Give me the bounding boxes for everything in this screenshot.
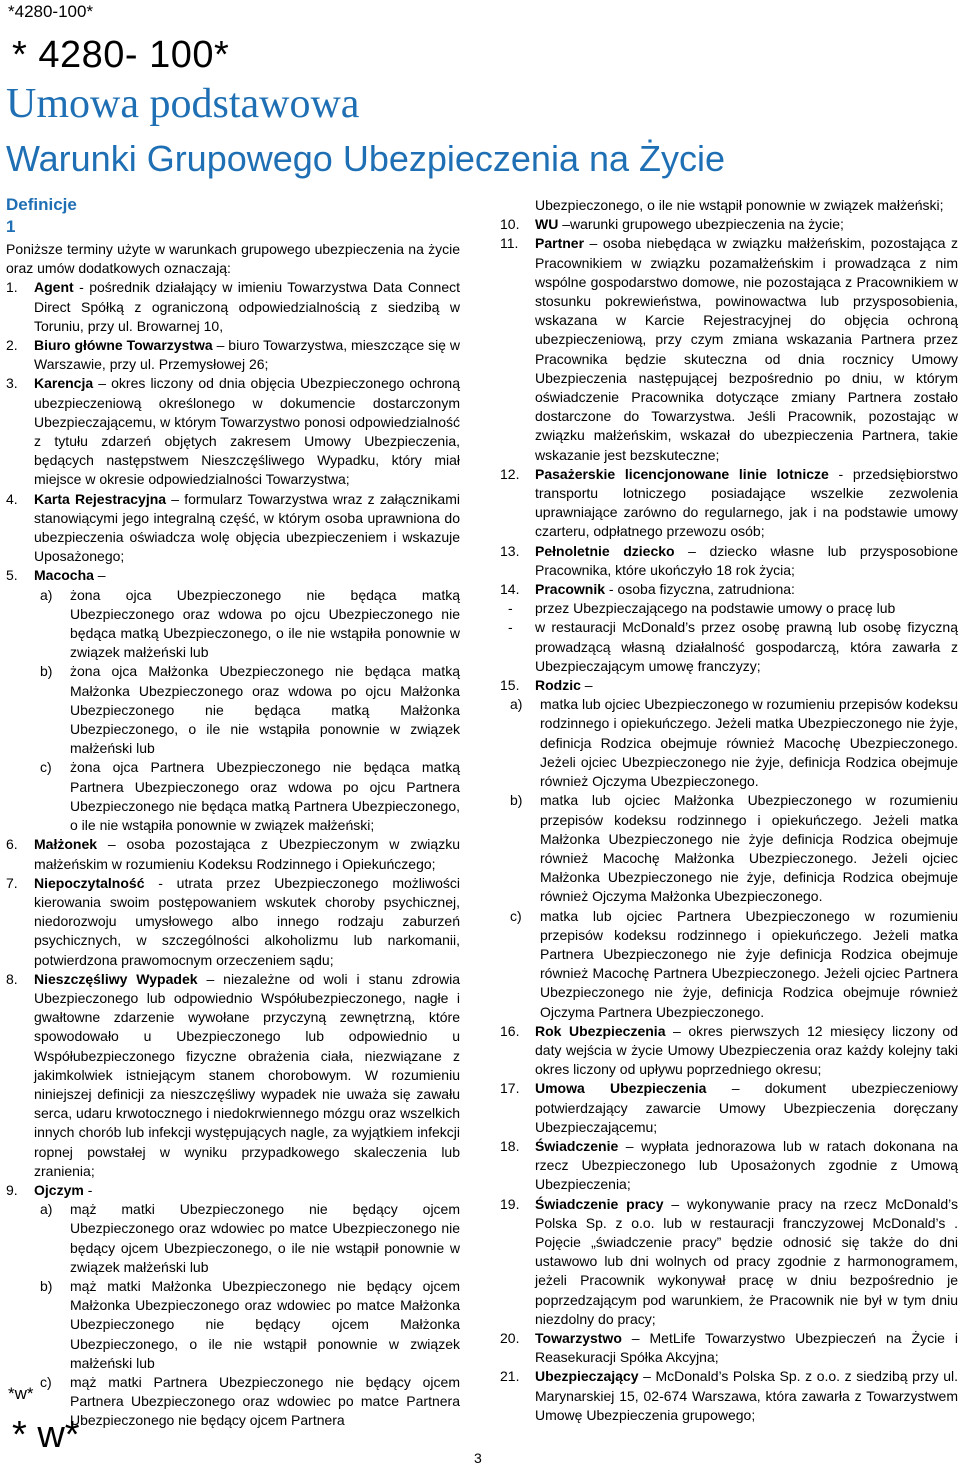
definition-body xyxy=(34,374,460,489)
definition-item xyxy=(6,566,460,585)
definition-number: 3. xyxy=(6,375,18,392)
definition-term: Pasażerskie licencjonowane linie lotnicze xyxy=(535,465,829,482)
definition-number: 8. xyxy=(6,970,18,987)
definition-item xyxy=(6,970,460,1181)
definition-body xyxy=(34,490,460,567)
definition-body xyxy=(535,1329,958,1367)
definition-body xyxy=(535,1137,958,1195)
definition-body xyxy=(535,1195,958,1329)
definition-item xyxy=(6,336,460,374)
definition-text: – wypłata jednorazowa lub w ratach dokonana na rzecz Ubezpieczonego lub Uposażonych zgodnie z Umową Ubezpieczenia; xyxy=(535,1137,958,1193)
definition-term: Niepoczytalność xyxy=(34,874,145,891)
definition-number: 19. xyxy=(500,1195,520,1212)
definition-item xyxy=(500,234,958,464)
definition-item xyxy=(500,215,958,234)
definition-body xyxy=(34,566,460,585)
definition-term: Towarzystwo xyxy=(535,1329,622,1346)
subitem-label: a) xyxy=(40,586,53,603)
subitem-text: żona ojca Partnera Ubezpieczonego nie będąca matką Partnera Ubezpieczonego oraz wdowa po ojcu Partnera Ubezpieczonego nie będąca matką Partnera Ubezpieczonego, o ile nie wstąpiła ponownie w związek małżeński; xyxy=(70,759,460,834)
dash-item xyxy=(500,599,958,618)
definition-item xyxy=(500,676,958,695)
definitions-list-left xyxy=(6,278,460,1430)
definition-text: – wykonywanie pracy na rzecz McDonald’s Polska Sp. z o.o. lub w restauracji franczyzowej McDonald’s . Pojęcie „świadczenie pracy” będzie odnosić się także do dni ustawowo lub dni wolnych od pracy zgodnie z harmonogramem, jeżeli Pracownik wykonywał pracę w dniu bezpośrednio je poprzedzającym pod warunkiem, że Pracownik nie był w tym dniu niezdolny do pracy; xyxy=(535,1195,958,1327)
definition-term: Ojczym xyxy=(34,1181,84,1198)
section-number: 1 xyxy=(6,217,16,236)
definition-text: – dokument ubezpieczeniowy potwierdzający zawarcie Umowy Ubezpieczenia doręczany Ubezpieczającemu; xyxy=(535,1080,959,1135)
definition-item xyxy=(500,1137,958,1195)
definition-term: Macocha xyxy=(34,567,94,584)
definition-term: Nieszczęśliwy Wypadek xyxy=(34,970,198,987)
barcode-text-large: * 4280- 100* xyxy=(12,34,230,76)
definition-term: Małżonek xyxy=(34,836,98,853)
definition-body xyxy=(34,970,460,1181)
definition-sublist xyxy=(6,586,460,836)
definition-dash-list xyxy=(500,599,958,676)
definition-term: Pracownik xyxy=(535,581,606,598)
definition-text: – xyxy=(580,677,593,694)
subitem-label: b) xyxy=(40,663,53,680)
continuation-text: Ubezpieczonego, o ile nie wstąpił ponownie w związek małżeński; xyxy=(535,197,944,213)
definition-sublist xyxy=(6,1200,460,1430)
definition-number: 18. xyxy=(500,1137,520,1154)
definition-number: 13. xyxy=(500,542,520,559)
definition-body xyxy=(535,215,958,234)
subitem-text: matka lub ojciec Ubezpieczonego w rozumieniu przepisów kodeksu rodzinnego i opiekuńczego. Jeżeli matka Ubezpieczonego nie żyje, definicja Rodzica obejmuje również Macochę Ubezpieczonego. Jeżeli ojciec Ubezpieczonego nie żyje, definicja Rodzica obejmuje również Ojczyma Ubezpieczonego. xyxy=(540,696,958,790)
definition-text: – okres pierwszych 12 miesięcy liczony od daty wejścia w życie Umowy Ubezpieczenia oraz każdy kolejny taki okres liczony od upływu poprzedniego okresu; xyxy=(535,1022,958,1078)
definition-item xyxy=(500,1367,958,1425)
definition-term: Umowa Ubezpieczenia xyxy=(535,1080,707,1097)
subitem-text: mąż matki Małżonka Ubezpieczonego nie będący ojcem Małżonka Ubezpieczonego oraz wdowiec po matce Małżonka Ubezpieczonego nie będący ojcem Małżonka Ubezpieczonego, o ile nie wstąpił ponownie w związek małżeński lub xyxy=(70,1277,460,1371)
definition-item xyxy=(6,835,460,873)
page-number: 3 xyxy=(474,1450,482,1466)
left-column xyxy=(6,240,460,1431)
definition-item xyxy=(500,465,958,542)
definition-item xyxy=(6,490,460,567)
section-heading-text: Definicje xyxy=(6,195,77,214)
definition-item xyxy=(500,1329,958,1367)
definition-body xyxy=(34,278,460,336)
definition-number: 7. xyxy=(6,874,18,891)
definition-item xyxy=(500,580,958,599)
definition-text: – dziecko własne lub przysposobione Pracownika, które ukończyło 18 rok życia; xyxy=(535,542,958,578)
definition-body xyxy=(34,835,460,873)
definition-number: 2. xyxy=(6,337,18,354)
dash-item xyxy=(500,618,958,676)
definition-body xyxy=(535,676,958,695)
document-subtitle: Warunki Grupowego Ubezpieczenia na Życie xyxy=(6,138,726,179)
definition-text: - przedsiębiorstwo transportu lotniczego posiadające wszelkie zezwolenia uprawniające zarówno do regularnego, jak i na podstawie umowy czarteru, odpłatnego przewozu osób; xyxy=(535,465,958,540)
definition-number: 21. xyxy=(500,1368,520,1385)
definition-body xyxy=(34,874,460,970)
definition-number: 20. xyxy=(500,1329,520,1346)
subitem-text: żona ojca Ubezpieczonego nie będąca matką Ubezpieczonego oraz wdowa po ojcu Ubezpieczonego nie będąca matką Ubezpieczonego, o ile nie wstąpiła ponownie w związek małżeński lub xyxy=(70,586,460,661)
definition-term: Świadczenie xyxy=(535,1137,619,1154)
definition-subitem xyxy=(40,1373,460,1431)
definition-term: Pełnoletnie dziecko xyxy=(535,542,675,559)
definition-text: –warunki grupowego ubezpieczenia na życie; xyxy=(558,216,844,233)
definition-text: – biuro Towarzystwa, mieszczące się w Warszawie, przy ul. Przemysłowej 26; xyxy=(34,337,460,373)
section-heading xyxy=(6,194,77,238)
definition-term: Karencja xyxy=(34,375,94,392)
definition-number: 15. xyxy=(500,677,520,694)
footer-code-small: *w* xyxy=(8,1384,34,1403)
definition-number: 16. xyxy=(500,1022,520,1039)
definition-subitem xyxy=(40,758,460,835)
definition-subitem xyxy=(40,1277,460,1373)
definition-number: 5. xyxy=(6,567,18,584)
definition-text: - pośrednik działający w imieniu Towarzystwa Data Connect Direct Spółką z ograniczoną odpowiedzialnością z siedzibą w Toruniu, przy ul. Browarnej 10, xyxy=(34,279,460,334)
definition-number: 4. xyxy=(6,490,18,507)
subitem-label: a) xyxy=(40,1201,53,1218)
definition-number: 6. xyxy=(6,836,18,853)
subitem-label: c) xyxy=(40,1373,52,1390)
definition-body xyxy=(535,1367,958,1425)
definition-text: – osoba pozostająca z Ubezpieczonym w związku małżeńskim w rozumieniu Kodeksu Rodzinnego i Opiekuńczego; xyxy=(34,836,460,872)
definition-term: Agent xyxy=(34,279,74,296)
definition-number: 1. xyxy=(6,279,18,296)
barcode-text-small: *4280-100* xyxy=(8,2,94,21)
intro-paragraph: Poniższe terminy użyte w warunkach grupowego ubezpieczenia na życie oraz umów dodatkowych oznaczają: xyxy=(6,241,460,277)
definition-term: Partner xyxy=(535,235,585,252)
definition-term: WU xyxy=(535,216,559,233)
definition-body xyxy=(34,336,460,374)
definition-item xyxy=(6,874,460,970)
definitions-list-right xyxy=(500,215,958,1425)
subitem-label: a) xyxy=(510,696,523,713)
definition-body xyxy=(535,1079,958,1137)
definition-sublist xyxy=(500,695,958,1021)
definition-number: 14. xyxy=(500,581,520,598)
subitem-text: mąż matki Ubezpieczonego nie będący ojcem Ubezpieczonego oraz wdowiec po matce Ubezpieczonego nie będący ojcem Ubezpieczonego, o ile nie wstąpił ponownie w związek małżeński lub xyxy=(70,1201,460,1275)
definition-subitem xyxy=(40,662,460,758)
subitem-label: b) xyxy=(510,792,523,809)
definition-text: – okres liczony od dnia objęcia Ubezpieczonego ochroną ubezpieczeniową określonego w dokumencie dostarczonym Ubezpieczającemu, w którym Towarzystwo ponosi odpowiedzialność z tytułu zdarzeń objętych zakresem Umowy Ubezpieczenia, będących następstwem Nieszczęśliwego Wypadku, który miał miejsce w okresie odpowiedzialności Towarzystwa; xyxy=(34,375,460,488)
dash-label: - xyxy=(508,600,513,617)
definition-text: – McDonald’s Polska Sp. z o.o. z siedzibą przy ul. Marynarskiej 15, 02-674 Warszawa, która zawarła z Towarzystwem Umowę Ubezpieczenia grupowego; xyxy=(535,1368,958,1423)
dash-label: - xyxy=(508,619,513,636)
definition-term: Karta Rejestracyjna xyxy=(34,490,167,507)
definition-body xyxy=(535,1022,958,1080)
definition-item xyxy=(500,1022,958,1080)
subitem-text: matka lub ojciec Małżonka Ubezpieczonego w rozumieniu przepisów kodeksu rodzinnego i opiekuńczego. Jeżeli matka Małżonka Ubezpieczonego nie żyje definicja Rodzica obejmuje również Macochę Małżonka Ubezpieczonego. Jeżeli ojciec Małżonka Ubezpieczonego nie żyje, definicja Rodzica obejmuje również Ojczyma Małżonka Ubezpieczonego. xyxy=(540,792,958,905)
definition-subitem xyxy=(40,1200,460,1277)
subitem-text: matka lub ojciec Partnera Ubezpieczonego w rozumieniu przepisów kodeksu rodzinnego i opiekuńczego. Jeżeli matka Partnera Ubezpieczonego nie żyje definicja Rodzica obejmuje również Macochę Partnera Ubezpieczonego. Jeżeli ojciec Partnera Ubezpieczonego nie żyje, definicja Rodzica obejmuje również Ojczyma Partnera Ubezpieczonego. xyxy=(540,907,958,1020)
definition-text: – xyxy=(93,567,106,584)
definition-item xyxy=(6,374,460,489)
definition-item xyxy=(6,278,460,336)
definition-text: - osoba fizyczna, zatrudniona: xyxy=(605,581,795,598)
definition-body xyxy=(535,465,958,542)
definition-text: – niezależne od woli i stanu zdrowia Ubezpieczonego lub odpowiednio Współubezpieczonego, nagłe i gwałtowne zdarzenie wywołane przyczyną zewnętrzną, które spowodowało u Ubezpieczonego lub odpowiednio u Współubezpieczonego fizyczne obrażenia ciała, niezwiązane z jakimkolwiek istniejącym stanem chorobowym. W rozumieniu niniejszej definicji za nieszczęśliwy wypadek nie uważa się zawału serca, udaru krwotocznego i niedokrwiennego mózgu oraz wszelkich innych chorób lub infekcji występujących nagle, za wyjątkiem infekcji ropnej powstałej w wyniku przypadkowego skaleczenia lub zranienia; xyxy=(34,970,461,1179)
dash-text: w restauracji McDonald’s przez osobę prawną lub osobę fizyczną prowadzącą własną działalność gospodarczą, która zawarła z Ubezpieczającym umowę franczyzy; xyxy=(535,619,958,674)
subitem-label: b) xyxy=(40,1277,53,1294)
definition-term: Rodzic xyxy=(535,677,581,694)
definition-text: – osoba niebędąca w związku małżeńskim, pozostająca z Pracownikiem w związku pozamałżeńskim i prowadząca z nim wspólne gospodarstwo domowe, nie pozostająca z Pracownikiem w stosunku pokrewieństwa, powinowactwa lub przysposobienia, wskazana w Karcie Rejestracyjnej do objęcia ochroną ubezpieczeniową, przy czym zmiana wskazania Partnera przez Pracownika będzie skuteczna od dnia rocznicy Umowy Ubezpieczenia następującej bezpośrednio po dniu, w którym oświadczenie Pracownika dotyczące zmiany Partnera zostało dostarczone do Towarzystwa. Jeśli Pracownik, pozostając w związku małżeńskim, wskazał do ubezpieczenia Partnera, takie wskazanie jest bezskuteczne; xyxy=(535,235,958,463)
definition-body xyxy=(535,542,958,580)
subitem-label: c) xyxy=(40,759,52,776)
definition-subitem xyxy=(40,586,460,663)
subitem-label: c) xyxy=(510,907,522,924)
definition-number: 11. xyxy=(500,235,519,252)
definition-number: 12. xyxy=(500,465,520,482)
definition-item xyxy=(500,1079,958,1137)
subitem-text: mąż matki Partnera Ubezpieczonego nie będący ojcem Partnera Ubezpieczonego oraz wdowiec po matce Partnera Ubezpieczonego nie będący ojcem Partnera xyxy=(70,1373,460,1429)
definition-subitem xyxy=(510,791,958,906)
definition-item xyxy=(500,542,958,580)
definition-number: 9. xyxy=(6,1181,18,1198)
definition-body xyxy=(535,580,958,599)
definition-term: Rok Ubezpieczenia xyxy=(535,1022,666,1039)
definition-item xyxy=(6,1181,460,1200)
definition-term: Świadczenie pracy xyxy=(535,1195,664,1212)
document-title: Umowa podstawowa xyxy=(6,81,360,127)
definition-number: 17. xyxy=(500,1080,520,1097)
definition-number: 10. xyxy=(500,216,520,233)
definition-subitem xyxy=(510,907,958,1022)
footer-code-large: * w* xyxy=(12,1414,80,1456)
subitem-text: żona ojca Małżonka Ubezpieczonego nie będąca matką Małżonka Ubezpieczonego oraz wdowa po ojcu Małżonka Ubezpieczonego nie będąca matką Małżonka Ubezpieczonego, o ile nie wstąpiła ponownie w związek małżeński lub xyxy=(70,663,460,757)
definition-subitem xyxy=(510,695,958,791)
definition-text: - xyxy=(83,1181,93,1198)
definition-text: – MetLife Towarzystwo Ubezpieczeń na Życie i Reasekuracji Spółka Akcyjna; xyxy=(535,1329,958,1366)
definition-text: - utrata przez Ubezpieczonego możliwości kierowania swoim postępowaniem wskutek choroby psychicznej, niedorozwoju umysłowego albo innego rodzaju zaburzeń psychicznych, w szczególności alkoholizmu lub narkomanii, potwierdzona prawomocnym orzeczeniem sądu; xyxy=(34,874,460,968)
definition-term: Ubezpieczający xyxy=(535,1368,639,1385)
dash-text: przez Ubezpieczającego na podstawie umowy o pracę lub xyxy=(535,600,896,617)
right-column xyxy=(500,196,958,1425)
definition-item xyxy=(500,1195,958,1329)
definition-body xyxy=(535,234,958,464)
definition-text: – formularz Towarzystwa wraz z załącznikami stanowiącymi jego integralną część, w którym osoba uprawniona do ubezpieczenia oświadcza wolę objęcia ubezpieczeniem i wskazuje Uposażonego; xyxy=(34,490,460,565)
definition-term: Biuro główne Towarzystwa xyxy=(34,337,213,354)
definition-body xyxy=(34,1181,460,1200)
